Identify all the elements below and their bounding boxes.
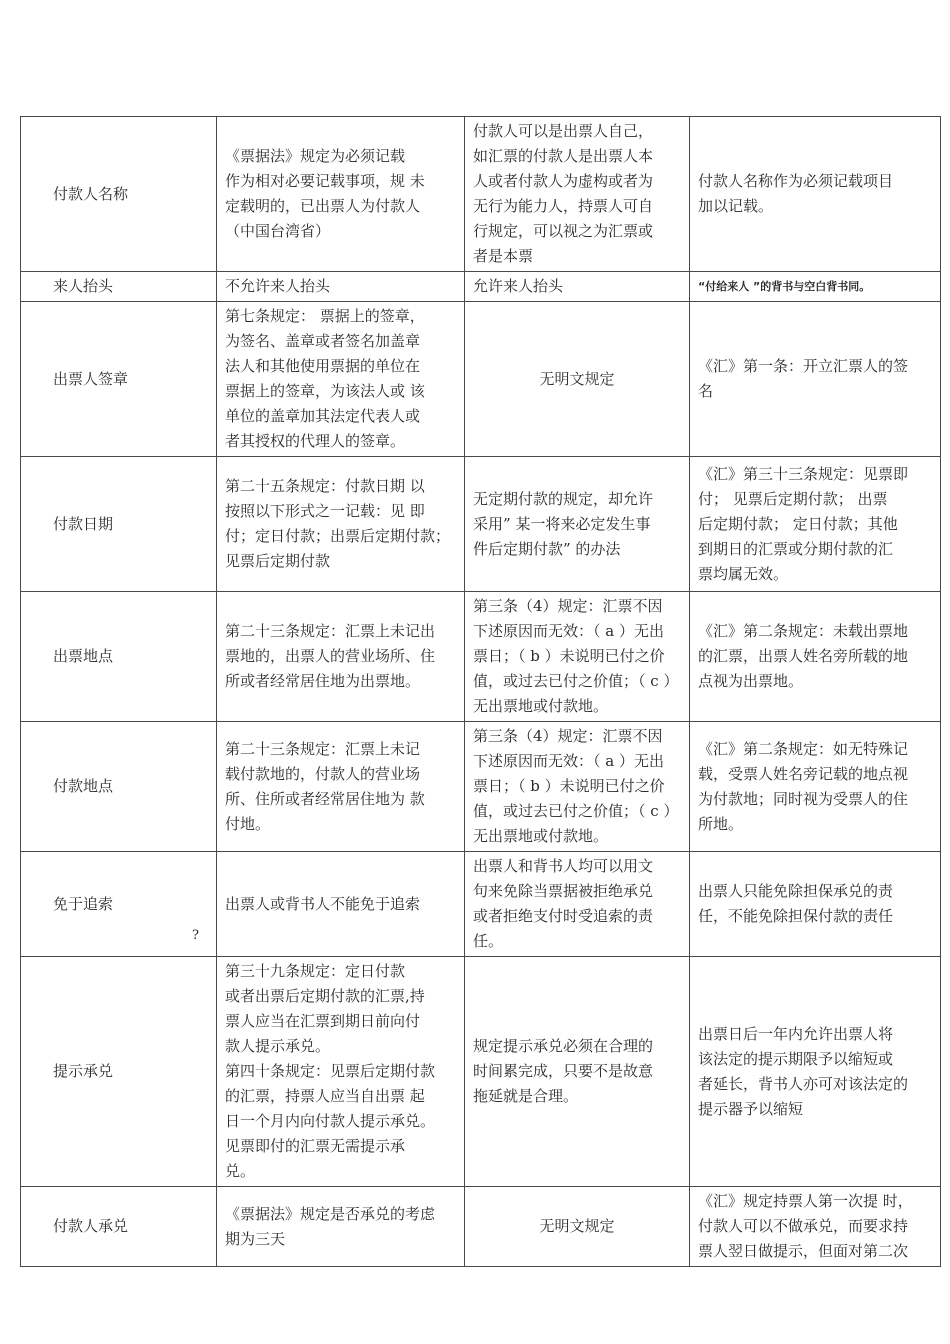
cell-line: 无定期付款的规定，却允许 (473, 489, 654, 508)
china-law-cell (217, 1187, 465, 1267)
cell-line: 无出票地或付款地。 (473, 697, 609, 715)
cell-line: 兑。 (225, 1162, 256, 1180)
table-row (21, 957, 941, 1187)
cell-line: （中国台湾省） (225, 222, 331, 240)
cell-line: 第四十条规定：见票后定期付款 (225, 1062, 436, 1080)
cell-line: 第三条（4）规定：汇票不因 (473, 597, 663, 615)
cell-line: 所或者经常居住地为出票地。 (225, 672, 421, 690)
cell-line: 出票人和背书人均可以用文 (473, 857, 654, 875)
cell-line: 《汇》规定持票人第一次提 时， (698, 1192, 913, 1210)
cell-line: 见票即付的汇票无需提示承 (225, 1137, 406, 1155)
geneva-law-cell (690, 302, 941, 457)
cell-line: 《票据法》规定为必须记载 (225, 147, 406, 165)
cell-line: 法人和其他使用票据的单位在 (225, 357, 421, 375)
cell-line: 到期日的汇票或分期付款的汇 (698, 539, 894, 558)
cell-line: 任，不能免除担保付款的责任 (698, 907, 894, 925)
geneva-law-cell (690, 1187, 941, 1267)
geneva-law-cell (690, 272, 941, 302)
cell-line: 名 (698, 382, 714, 400)
table-row (21, 457, 941, 592)
other-law-cell (465, 852, 690, 957)
cell-line: 票人翌日做提示，但面对第二次 (698, 1242, 909, 1260)
other-law-cell (465, 1187, 690, 1267)
geneva-law-cell (690, 457, 941, 592)
cell-line: 载，受票人姓名旁记载的地点视 (698, 764, 909, 783)
cell-line: “付给来人 ”的背书与空白背书同。 (698, 280, 871, 293)
cell-line: 为付款地；同时视为受票人的住 (698, 789, 909, 808)
cell-line: 行规定，可以视之为汇票或 (473, 222, 654, 240)
item-cell (21, 457, 217, 592)
cell-line: 提示器予以缩短 (698, 1099, 804, 1118)
table-row (21, 722, 941, 852)
cell-line: 见票后定期付款 (225, 552, 331, 570)
cell-line: 日一个月内向付款人提示承兑。 (225, 1112, 436, 1130)
cell-line: 加以记载。 (698, 197, 774, 215)
cell-line: 出票人或背书人不能免于追索 (225, 894, 421, 913)
china-law-cell (217, 272, 465, 302)
comparison-table (20, 116, 941, 1267)
row-label: 付款人承兑 (53, 1217, 129, 1235)
cell-line: 定载明的，已出票人为付款人 (225, 197, 421, 215)
item-cell (21, 722, 217, 852)
cell-line: 载付款地的，付款人的营业场 (225, 764, 421, 783)
china-law-cell (217, 722, 465, 852)
row-label: 出票人签章 (53, 369, 129, 388)
cell-line: 或者拒绝支付时受追索的责 (473, 907, 654, 925)
row-label: 付款人名称 (53, 184, 129, 203)
cell-line: 第七条规定： 票据上的签章， (225, 307, 425, 325)
item-cell (21, 117, 217, 272)
other-law-cell (465, 722, 690, 852)
cell-line: 第三条（4）规定：汇票不因 (473, 727, 663, 745)
row-label: 出票地点 (53, 647, 114, 665)
row-label: 来人抬头 (53, 277, 114, 295)
cell-line: 付款人可以不做承兑，而要求持 (698, 1217, 909, 1235)
cell-line: 付地。 (225, 814, 271, 833)
cell-line: 时间累完成，只要不是故意 (473, 1062, 654, 1080)
row-label: 付款日期 (53, 514, 114, 533)
geneva-law-cell (690, 852, 941, 957)
cell-line: 或者出票后定期付款的汇票,持 (225, 987, 425, 1005)
cell-line: 付款人可以是出票人自己， (473, 122, 654, 140)
cell-line: 下述原因而无效：（ a ）无出 (473, 752, 664, 770)
cell-line: 第二十三条规定：汇票上未记 (225, 739, 421, 758)
cell-line: 付；定日付款；出票后定期付款； (225, 527, 451, 545)
cell-line: 第三十九条规定：定日付款 (225, 962, 406, 980)
cell-line: 为签名、盖章或者签名加盖章 (225, 332, 421, 350)
cell-line: 允许来人抬头 (473, 277, 564, 295)
row-label: 付款地点 (53, 777, 114, 795)
cell-line: 后定期付款； 定日付款；其他 (698, 514, 898, 533)
table-row (21, 1187, 941, 1267)
cell-line: 票人应当在汇票到期日前向付 (225, 1012, 421, 1030)
cell-line: 句来免除当票据被拒绝承兑 (473, 882, 654, 900)
cell-line: 《票据法》规定是否承兑的考虑 (225, 1204, 436, 1223)
china-law-cell (217, 302, 465, 457)
cell-line: 该法定的提示期限予以缩短或 (698, 1049, 894, 1068)
item-cell (21, 1187, 217, 1267)
other-law-cell (465, 302, 690, 457)
cell-line: 不允许来人抬头 (225, 277, 331, 295)
cell-line: 无明文规定 (539, 1217, 615, 1235)
cell-line: 《汇》第二条规定：如无特殊记 (698, 739, 909, 758)
china-law-cell (217, 852, 465, 957)
other-law-cell (465, 117, 690, 272)
geneva-law-cell (690, 722, 941, 852)
cell-line: 票据上的签章，为该法人或 该 (225, 382, 425, 400)
cell-line: 者延长，背书人亦可对该法定的 (698, 1074, 909, 1093)
cell-line: 款人提示承兑。 (225, 1037, 331, 1055)
table-row (21, 852, 941, 957)
cell-line: 者是本票 (473, 247, 534, 265)
other-law-cell (465, 592, 690, 722)
cell-line: 者其授权的代理人的签章。 (225, 432, 406, 450)
other-law-cell (465, 957, 690, 1187)
cell-line: 按照以下形式之一记载：见 即 (225, 502, 425, 520)
cell-line: 票均属无效。 (698, 564, 789, 583)
cell-line: 值，或过去已付之价值；（ c ） (473, 802, 679, 820)
row-label: 提示承兑 (53, 1062, 114, 1080)
cell-line: 票地的，出票人的营业场所、住 (225, 647, 436, 665)
cell-line: 《汇》第三十三条规定：见票即 (698, 464, 909, 483)
geneva-law-cell (690, 957, 941, 1187)
cell-line: 采用” 某一将来必定发生事 (473, 514, 651, 533)
table-row (21, 592, 941, 722)
cell-line: 付； 见票后定期付款； 出票 (698, 489, 888, 508)
cell-line: 件后定期付款” 的办法 (473, 539, 621, 558)
table-row (21, 272, 941, 302)
cell-line: 所地。 (698, 814, 744, 833)
geneva-law-cell (690, 592, 941, 722)
cell-line: 的汇票，持票人应当自出票 起 (225, 1087, 425, 1105)
item-cell (21, 592, 217, 722)
cell-line: 单位的盖章加其法定代表人或 (225, 407, 421, 425)
cell-line: 所、住所或者经常居住地为 款 (225, 789, 425, 808)
row-label: 免于追索 (53, 894, 114, 913)
cell-line: 无出票地或付款地。 (473, 827, 609, 845)
cell-line: 无明文规定 (539, 369, 615, 388)
cell-line: 付款人名称作为必须记载项目 (698, 172, 894, 190)
cell-line: 的汇票，出票人姓名旁所载的地 (698, 647, 909, 665)
cell-line: 出票人只能免除担保承兑的责 (698, 882, 894, 900)
china-law-cell (217, 592, 465, 722)
other-law-cell (465, 457, 690, 592)
cell-line: 如汇票的付款人是出票人本 (473, 147, 654, 165)
table-row (21, 117, 941, 272)
china-law-cell (217, 957, 465, 1187)
cell-line: 《汇》第一条：开立汇票人的签 (698, 357, 909, 375)
cell-line: 第二十五条规定：付款日期 以 (225, 477, 425, 495)
cell-line: 值，或过去已付之价值；（ c ） (473, 672, 679, 690)
other-law-cell (465, 272, 690, 302)
cell-line: 人或者付款人为虚构或者为 (473, 172, 654, 190)
cell-line: 票日；（ b ）未说明已付之价 (473, 647, 665, 665)
question-mark: ? (192, 928, 199, 943)
cell-line: 第二十三条规定：汇票上未记出 (225, 622, 436, 640)
cell-line: 点视为出票地。 (698, 672, 804, 690)
cell-line: 任。 (473, 932, 504, 950)
cell-line: 规定提示承兑必须在合理的 (473, 1037, 654, 1055)
cell-line: 无行为能力人，持票人可自 (473, 197, 654, 215)
china-law-cell (217, 117, 465, 272)
cell-line: 下述原因而无效：（ a ）无出 (473, 622, 664, 640)
item-cell (21, 957, 217, 1187)
cell-line: 《汇》第二条规定：未载出票地 (698, 622, 909, 640)
china-law-cell (217, 457, 465, 592)
cell-line: 拖延就是合理。 (473, 1087, 579, 1105)
item-cell (21, 302, 217, 457)
cell-line: 出票日后一年内允许出票人将 (698, 1024, 894, 1043)
cell-line: 期为三天 (225, 1229, 286, 1248)
item-cell (21, 852, 217, 957)
table-row (21, 302, 941, 457)
item-cell (21, 272, 217, 302)
geneva-law-cell (690, 117, 941, 272)
cell-line: 票日；（ b ）未说明已付之价 (473, 777, 665, 795)
cell-line: 作为相对必要记载事项，规 未 (225, 172, 425, 190)
